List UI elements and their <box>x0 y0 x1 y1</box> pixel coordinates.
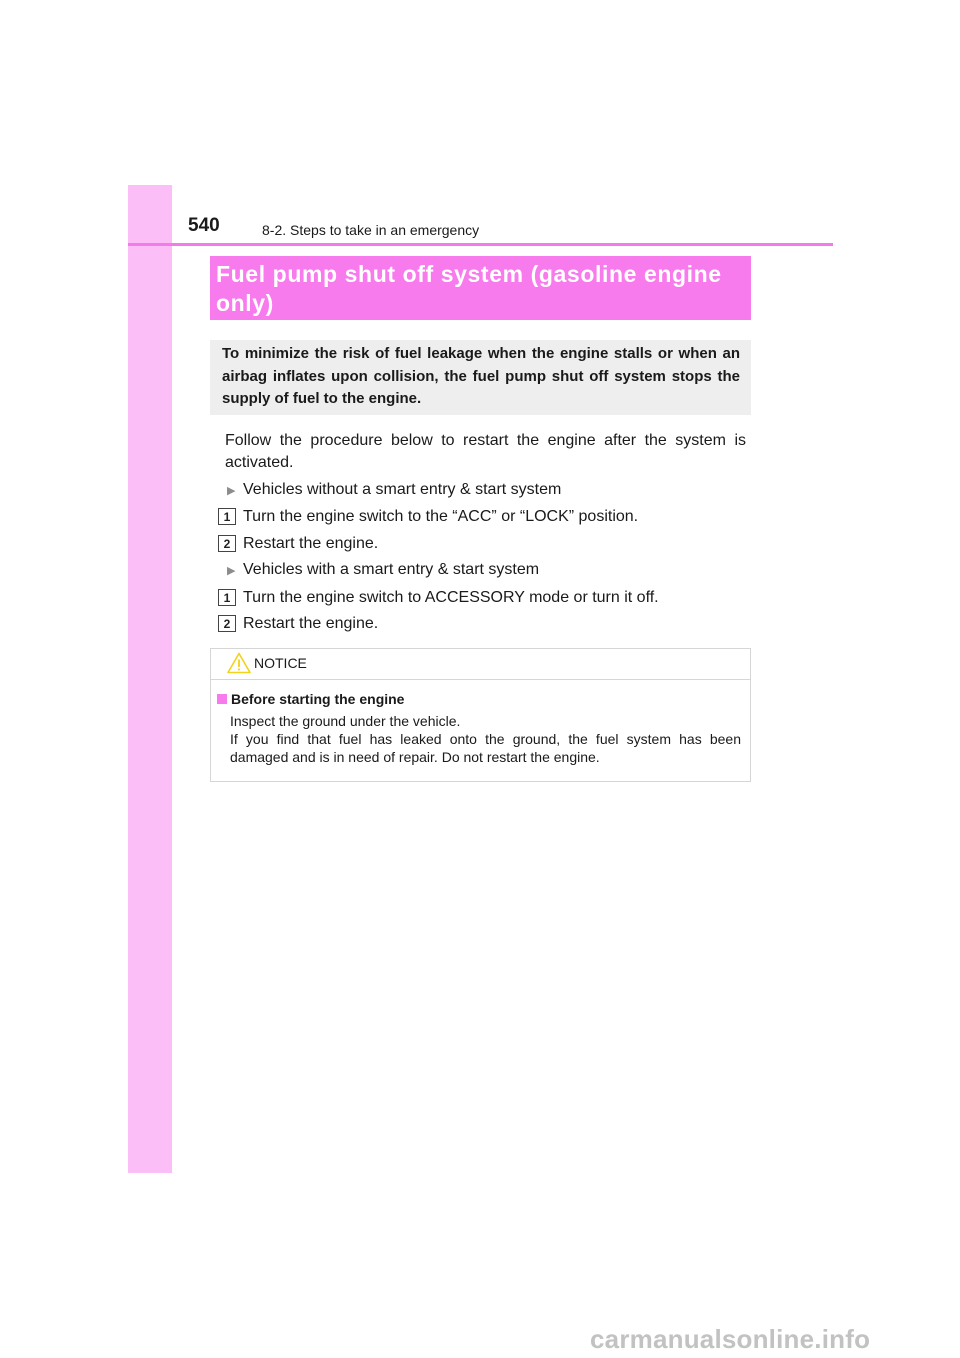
procedure-intro: Follow the procedure below to restart the engine after the system is activated. <box>225 432 746 471</box>
step-number-badge: 2 <box>218 535 236 552</box>
side-band <box>128 185 172 1173</box>
intro-summary: To minimize the risk of fuel leakage when the engine stalls or when an airbag inflates upon collision, the fuel pump shut off system stops the supply of fuel to the engine. <box>210 340 751 415</box>
notice-title-text: Before starting the engine <box>231 691 405 707</box>
step-text: Restart the engine. <box>243 535 379 552</box>
group-heading: Vehicles without a smart entry & start system <box>243 481 562 498</box>
page-number: 540 <box>188 215 220 236</box>
header-rule <box>128 243 833 246</box>
step-text: Turn the engine switch to ACCESSORY mode or turn it off. <box>243 589 659 606</box>
notice-box <box>210 648 751 782</box>
step-number-badge: 2 <box>218 615 236 632</box>
notice-label: NOTICE <box>254 655 307 671</box>
triangle-bullet-icon: ▶ <box>227 565 236 577</box>
notice-line: If you find that fuel has leaked onto the ground, the fuel system has been damaged and is in need of repair. Do not restart the engine. <box>230 731 741 765</box>
section-heading-line2: only) <box>216 290 274 316</box>
warning-triangle-icon <box>227 652 251 674</box>
notice-body <box>230 712 741 766</box>
square-bullet-icon <box>217 694 227 704</box>
watermark: carmanualsonline.info <box>590 1324 871 1354</box>
step-text: Restart the engine. <box>243 615 379 632</box>
notice-header <box>211 649 750 680</box>
section-heading <box>210 256 751 320</box>
triangle-bullet-icon: ▶ <box>227 485 236 497</box>
step-number-badge: 1 <box>218 508 236 525</box>
section-heading-line1: Fuel pump shut off system (gasoline engine <box>216 261 722 287</box>
notice-line: Inspect the ground under the vehicle. <box>230 713 461 729</box>
group-heading: Vehicles with a smart entry & start system <box>243 561 540 578</box>
step-text: Turn the engine switch to the “ACC” or “LOCK” position. <box>243 508 639 525</box>
notice-title <box>217 691 404 707</box>
section-title: 8-2. Steps to take in an emergency <box>262 222 480 238</box>
step-number-badge: 1 <box>218 589 236 606</box>
